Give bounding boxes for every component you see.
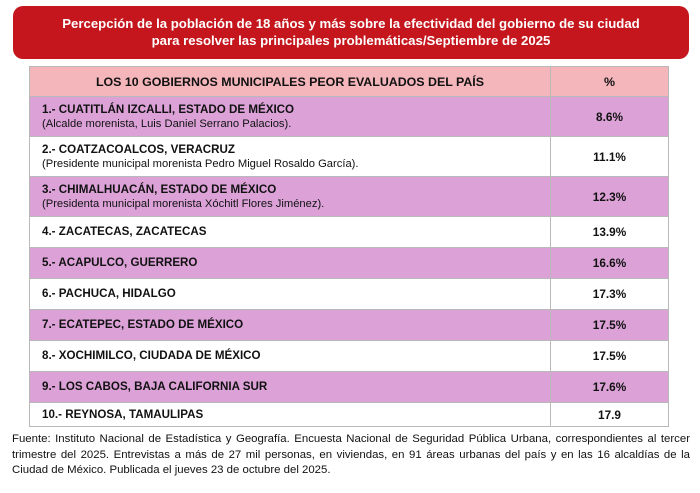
municipality-cell xyxy=(30,137,551,177)
header-line-1: Percepción de la población de 18 años y más sobre la efectividad del gobierno de su ciudad xyxy=(62,16,640,31)
document-header xyxy=(13,6,689,59)
municipality-cell xyxy=(30,279,551,310)
municipality-name: 5.- ACAPULCO, GUERRERO xyxy=(42,256,198,269)
percent-cell: 13.9% xyxy=(551,217,669,248)
table-row xyxy=(30,403,669,427)
municipality-cell xyxy=(30,248,551,279)
table-row xyxy=(30,279,669,310)
percent-cell: 17.9 xyxy=(551,403,669,427)
municipality-cell xyxy=(30,341,551,372)
municipality-name: 4.- ZACATECAS, ZACATECAS xyxy=(42,225,207,238)
table-row xyxy=(30,341,669,372)
municipality-cell xyxy=(30,403,551,427)
percent-cell: 8.6% xyxy=(551,97,669,137)
percent-cell: 11.1% xyxy=(551,137,669,177)
municipality-name: 10.- REYNOSA, TAMAULIPAS xyxy=(42,407,204,421)
municipality-note: (Presidente municipal morenista Pedro Miguel Rosaldo García). xyxy=(42,157,359,170)
percent-cell: 17.6% xyxy=(551,372,669,403)
column-header-percent: % xyxy=(551,67,669,97)
municipality-name: 8.- XOCHIMILCO, CIUDADA DE MÉXICO xyxy=(42,349,261,362)
percent-cell: 12.3% xyxy=(551,177,669,217)
table-row xyxy=(30,97,669,137)
municipality-name: 6.- PACHUCA, HIDALGO xyxy=(42,287,176,300)
municipality-name: 1.- CUATITLÁN IZCALLI, ESTADO DE MÉXICO xyxy=(42,102,295,116)
municipality-name: 3.- CHIMALHUACÁN, ESTADO DE MÉXICO xyxy=(42,182,277,196)
table-header-row xyxy=(30,67,669,97)
municipality-cell xyxy=(30,97,551,137)
municipality-cell xyxy=(30,177,551,217)
municipality-cell xyxy=(30,372,551,403)
municipality-name: 7.- ECATEPEC, ESTADO DE MÉXICO xyxy=(42,318,244,331)
municipality-note: (Alcalde morenista, Luis Daniel Serrano Palacios). xyxy=(42,117,292,130)
percent-cell: 17.3% xyxy=(551,279,669,310)
table-row xyxy=(30,310,669,341)
municipality-name: 9.- LOS CABOS, BAJA CALIFORNIA SUR xyxy=(42,380,268,393)
table-row xyxy=(30,217,669,248)
municipality-cell xyxy=(30,310,551,341)
percent-cell: 17.5% xyxy=(551,341,669,372)
header-line-2: para resolver las principales problemáticas/Septiembre de 2025 xyxy=(151,33,551,48)
table-row xyxy=(30,248,669,279)
table-row xyxy=(30,372,669,403)
municipality-name: 2.- COATZACOALCOS, VERACRUZ xyxy=(42,142,236,156)
table-row xyxy=(30,177,669,217)
municipality-note: (Presidenta municipal morenista Xóchitl Flores Jiménez). xyxy=(42,197,325,210)
ranking-table xyxy=(29,66,669,427)
percent-cell: 17.5% xyxy=(551,310,669,341)
percent-cell: 16.6% xyxy=(551,248,669,279)
source-footnote: Fuente: Instituto Nacional de Estadística y Geografía. Encuesta Nacional de Seguridad Pública Urbana, correspondientes al tercer trimestre del 2025. Entrevistas a más de 27 mil personas, en viviendas, en 91 áreas urbanas del país y en las 16 alcaldías de la Ciudad de México. Publicada el jueves 23 de octubre del 2025. xyxy=(12,433,690,476)
column-header-municipality: LOS 10 GOBIERNOS MUNICIPALES PEOR EVALUADOS DEL PAÍS xyxy=(30,67,551,97)
table-row xyxy=(30,137,669,177)
municipality-cell xyxy=(30,217,551,248)
